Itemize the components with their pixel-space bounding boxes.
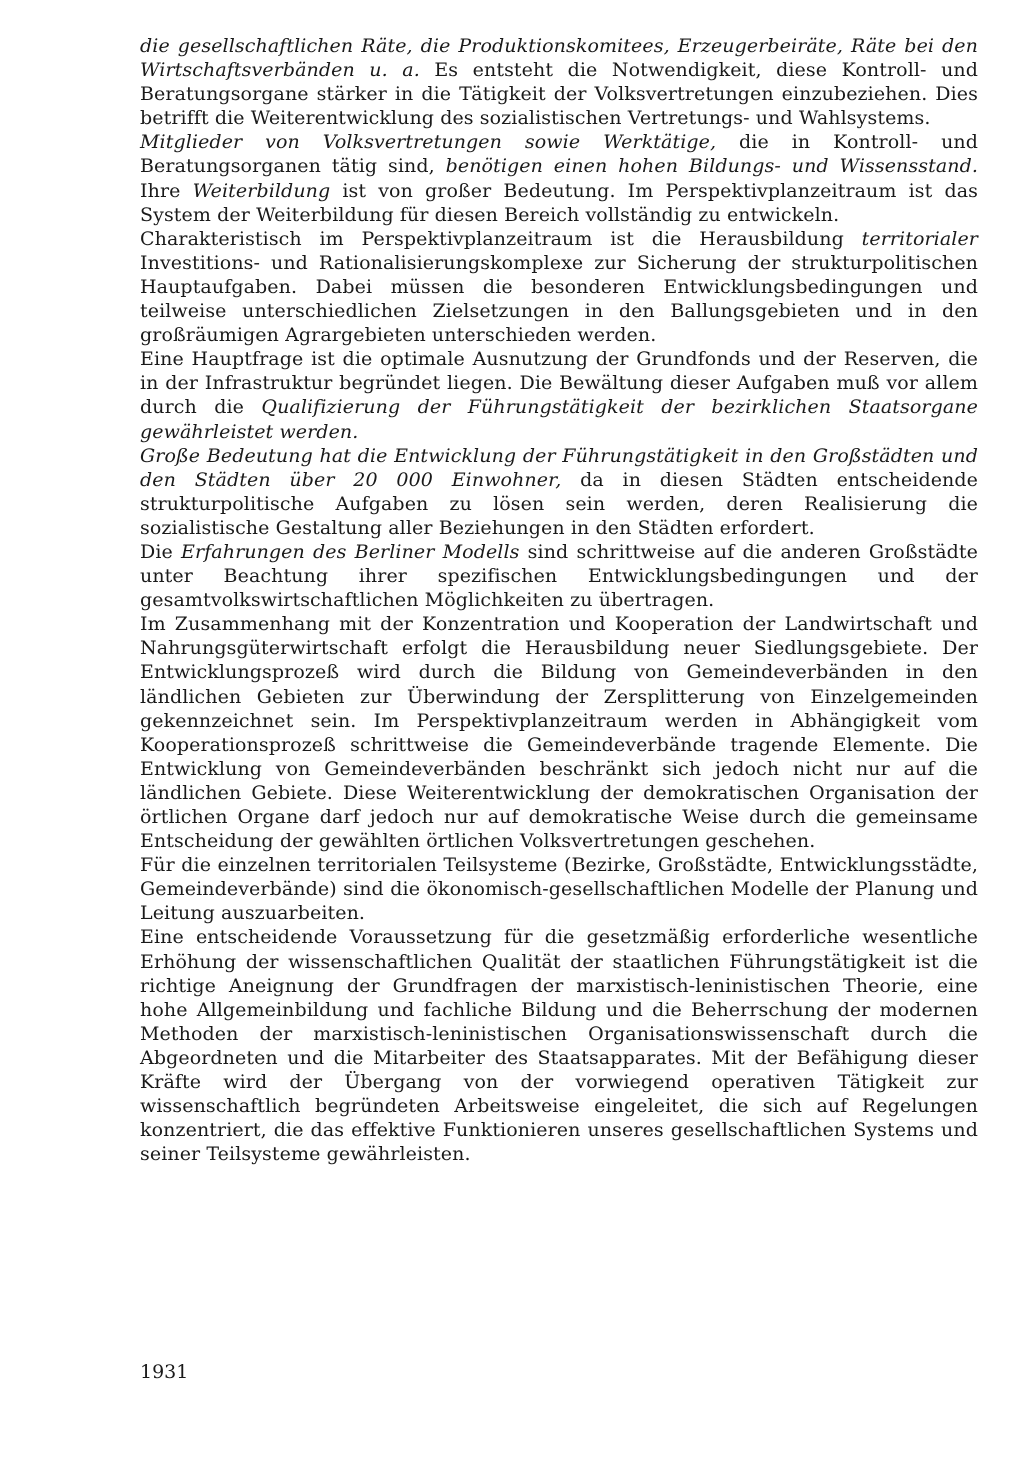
text-run: Ihre (140, 179, 193, 202)
text-run: ist von großer Bedeutung. Im Perspektivplanzeitraum ist das System der Weiterbildung für diesen Bereich vollständig zu entwickeln. (140, 179, 979, 226)
paragraph (140, 347, 978, 443)
italic-text: Große Bedeutung hat die Entwicklung der Führungstätigkeit in den Großstädten und den Städten über 20 000 Einwohner, (140, 444, 978, 491)
italic-text: Erfahrungen des Berliner Modells (181, 540, 520, 563)
text-run: Eine Hauptfrage ist die optimale Ausnutzung der Grundfonds und der Reserven, die in der Infrastruktur begründet liegen. Die Bewältung dieser Aufgaben muß vor allem durch die (140, 348, 978, 419)
paragraph (140, 853, 978, 925)
text-run: Investitions- und Rationalisierungskomplexe zur Sicherung der strukturpolitischen Hauptaufgaben. Dabei müssen die besonderen Entwicklungsbedingungen und teilweise unterschiedlichen Zielsetzungen in den Ballungsgebieten und in den großräumigen Agrargebieten unterschieden werden. (140, 251, 978, 347)
italic-text: die gesellschaftlichen Räte, die Produktionskomitees, Erzeugerbeiräte, Räte bei den Wirtschaftsverbänden u. a. (140, 35, 978, 82)
paragraph (140, 34, 978, 130)
text-run: Eine entscheidende Voraussetzung für die gesetzmäßig erforderliche wesentliche Erhöhung der wissenschaftlichen Qualität der staatlichen Führungstätigkeit ist die richtige Aneignung der Grundfragen der marxistisch-leninistischen Theorie, eine hohe Allgemeinbildung und fachliche Bildung und die Beherrschung der modernen Methoden der marxistisch-leninistischen Organisationswissenschaft durch die Abgeordneten und die Mitarbeiter des Staatsapparates. Mit der Befähigung dieser Kräfte wird der Übergang von der vorwiegend operativen Tätigkeit zur wissenschaftlich begründeten Arbeitsweise eingeleitet, die sich auf Regelungen konzentriert, die das effektive Funktionieren unseres gesellschaftlichen Systems und seiner Teilsysteme gewährleisten. (140, 926, 978, 1166)
paragraph (140, 130, 978, 226)
italic-text: Weiterbildung (192, 179, 331, 202)
text-run: Die (140, 540, 182, 563)
italic-text: territorialer (861, 227, 978, 250)
paragraph (140, 444, 978, 540)
italic-text: benötigen einen hohen Bildungs- und Wissensstand. (445, 155, 978, 178)
italic-text: Qualifizierung der Führungstätigkeit der bezirklichen Staatsorgane gewährleistet werden. (140, 396, 978, 443)
paragraph (140, 540, 978, 612)
text-run: die in Kontroll- und Beratungsorganen tätig sind, (140, 131, 978, 178)
italic-text: Mitglieder von Volksvertretungen sowie Werktätige, (140, 131, 717, 154)
body-text (140, 34, 978, 1166)
text-run: Für die einzelnen territorialen Teilsysteme (Bezirke, Großstädte, Entwicklungsstädte, Gemeindeverbände) sind die ökonomisch-gesellschaftlichen Modelle der Planung und Leitung auszuarbeiten. (140, 854, 978, 925)
text-run: da in diesen Städten entscheidende strukturpolitische Aufgaben zu lösen sein werden, deren Realisierung die sozialistische Gestaltung aller Beziehungen in den Städten erfordert. (140, 468, 978, 539)
text-run: Im Zusammenhang mit der Konzentration und Kooperation der Landwirtschaft und Nahrungsgüterwirtschaft erfolgt die Herausbildung neuer Siedlungsgebiete. Der Entwicklungsprozeß wird durch die Bildung von Gemeindeverbänden in den ländlichen Gebieten zur Überwindung der Zersplitterung von Einzelgemeinden gekennzeichnet sein. Im Perspektivplanzeitraum werden in Abhängigkeit vom Kooperationsprozeß schrittweise die Gemeindeverbände tragende Elemente. Die Entwicklung von Gemeindeverbänden beschränkt sich jedoch nicht nur auf die ländlichen Gebiete. Diese Weiterentwicklung der demokratischen Organisation der örtlichen Organe darf jedoch nur auf demokratische Weise durch die gemeinsame Entscheidung der gewählten örtlichen Volksvertretungen geschehen. (140, 613, 978, 853)
paragraph (140, 227, 978, 347)
page-number: 1931 (140, 1361, 189, 1383)
text-run: Charakteristisch im Perspektivplanzeitraum ist die Herausbildung (140, 227, 862, 250)
text-run: Es entsteht die Notwendigkeit, diese Kontroll- und Beratungsorgane stärker in die Tätigkeit der Volksvertretungen einzubeziehen. Dies betrifft die Weiterentwicklung des sozialistischen Vertretungs- und Wahlsystems. (140, 59, 979, 130)
paragraph (140, 612, 978, 853)
text-run: sind schrittweise auf die anderen Großstädte unter Beachtung ihrer spezifischen Entwicklungsbedingungen und der gesamtvolkswirtschaftlichen Möglichkeiten zu übertragen. (140, 540, 978, 612)
paragraph (140, 925, 978, 1166)
